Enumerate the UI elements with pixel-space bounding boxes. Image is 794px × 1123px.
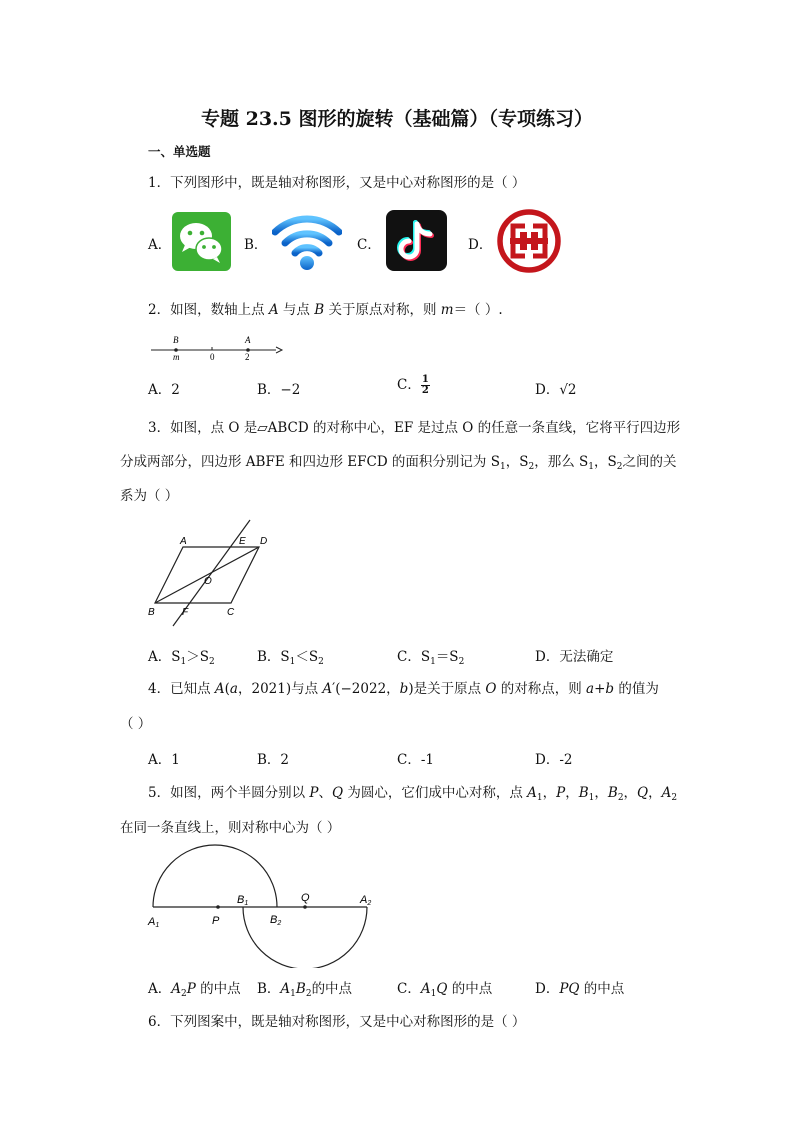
- q5-fig-label-Q: Q: [301, 892, 310, 904]
- q2-fig-label-B: B: [173, 335, 179, 345]
- q3-fig-label-O: O: [204, 576, 212, 587]
- question-3-line-3: 系为（ ）: [120, 488, 179, 504]
- q1-option-b-label: B．: [244, 237, 268, 253]
- q1-option-c-label: C．: [357, 237, 381, 253]
- q2-fig-label-2: 2: [245, 352, 250, 362]
- question-3-line-1: 3．如图，点 O 是▱ABCD 的对称中心，EF 是过点 O 的任意一条直线，它将平行四边形: [148, 420, 681, 436]
- question-4-line-2: （ ）: [120, 716, 152, 732]
- question-4-line-1: 4．已知点 A(a，2021)与点 A′(−2022，b)是关于原点 O 的对称点，则 a+b 的值为: [148, 681, 659, 697]
- question-5-line-1: 5．如图，两个半圆分别以 P、Q 为圆心，它们成中心对称，点 $A_1$，P，$B_1$，$B_2$，Q，$A_2$: [148, 785, 678, 803]
- q5-option-d: D．PQ 的中点: [535, 981, 625, 997]
- q2-option-b: B．−2: [257, 382, 301, 398]
- q4-option-d: D．-2: [535, 752, 573, 768]
- q5-option-b: B．$A_1B_2$的中点: [257, 981, 353, 999]
- q5-semicircles-figure: [143, 843, 388, 968]
- q3-fig-label-E: E: [239, 536, 246, 547]
- q3-parallelogram-figure: [143, 516, 279, 628]
- question-1-stem: 1．下列图形中，既是轴对称图形，又是中心对称图形的是（ ）: [148, 175, 526, 191]
- question-2-stem: 2．如图，数轴上点 A 与点 B 关于原点对称，则 m＝（ ）.: [148, 302, 503, 318]
- q2-fig-label-m: m: [173, 352, 180, 362]
- q2-option-a: A．2: [148, 382, 180, 398]
- q3-option-b: B．$S_1<S_2$: [257, 649, 324, 667]
- section-heading: 一、单选题: [148, 144, 211, 159]
- q3-fig-label-F: F: [182, 607, 189, 618]
- q4-option-a: A．1: [148, 752, 180, 768]
- q3-fig-label-D: D: [260, 536, 268, 547]
- q1-option-d-label: D．: [468, 237, 493, 253]
- q5-option-a: A．$A_2P$ 的中点: [148, 981, 241, 999]
- page-title: 专题 23.5 图形的旋转（基础篇）（专项练习）: [200, 108, 593, 130]
- q4-option-b: B．2: [257, 752, 290, 768]
- question-3-line-2: 分成两部分，四边形 ABFE 和四边形 EFCD 的面积分别记为 $S_1$，$S_2$，那么 $S_1$，$S_2$之间的关: [120, 454, 677, 472]
- q3-fig-label-A: A: [180, 536, 187, 547]
- q5-fig-label-P: P: [212, 915, 220, 927]
- q5-fig-label-A1: A1: [148, 916, 160, 929]
- q3-fig-label-C: C: [227, 607, 235, 618]
- q2-option-d: D．√2: [535, 382, 577, 398]
- q5-fig-label-A2: A2: [360, 894, 372, 907]
- question-5-line-2: 在同一条直线上，则对称中心为（ ）: [120, 820, 341, 836]
- q3-option-a: A．$S_1>S_2$: [148, 649, 215, 667]
- q2-number-line-figure: [148, 332, 288, 362]
- q5-fig-label-B1: B1: [237, 894, 249, 907]
- q5-option-c: C．$A_1Q$ 的中点: [397, 981, 493, 999]
- q3-option-d: D．无法确定: [535, 649, 614, 665]
- q5-fig-label-B2: B2: [270, 914, 282, 927]
- q2-fig-label-A: A: [245, 335, 251, 345]
- q3-option-c: C．$S_1=S_2$: [397, 649, 465, 667]
- q2-fig-label-0: 0: [210, 352, 215, 362]
- q4-option-c: C．-1: [397, 752, 434, 768]
- question-6-stem: 6．下列图案中，既是轴对称图形，又是中心对称图形的是（ ）: [148, 1014, 526, 1030]
- q1-option-a-label: A．: [148, 237, 172, 253]
- q2-option-c: C． $\frac{1}{2}$: [397, 374, 429, 396]
- icbc-logo-icon: [497, 209, 561, 273]
- wechat-icon: [172, 212, 231, 271]
- tiktok-icon: [386, 210, 447, 271]
- q3-fig-label-B: B: [148, 607, 155, 618]
- wifi-icon: [272, 210, 342, 272]
